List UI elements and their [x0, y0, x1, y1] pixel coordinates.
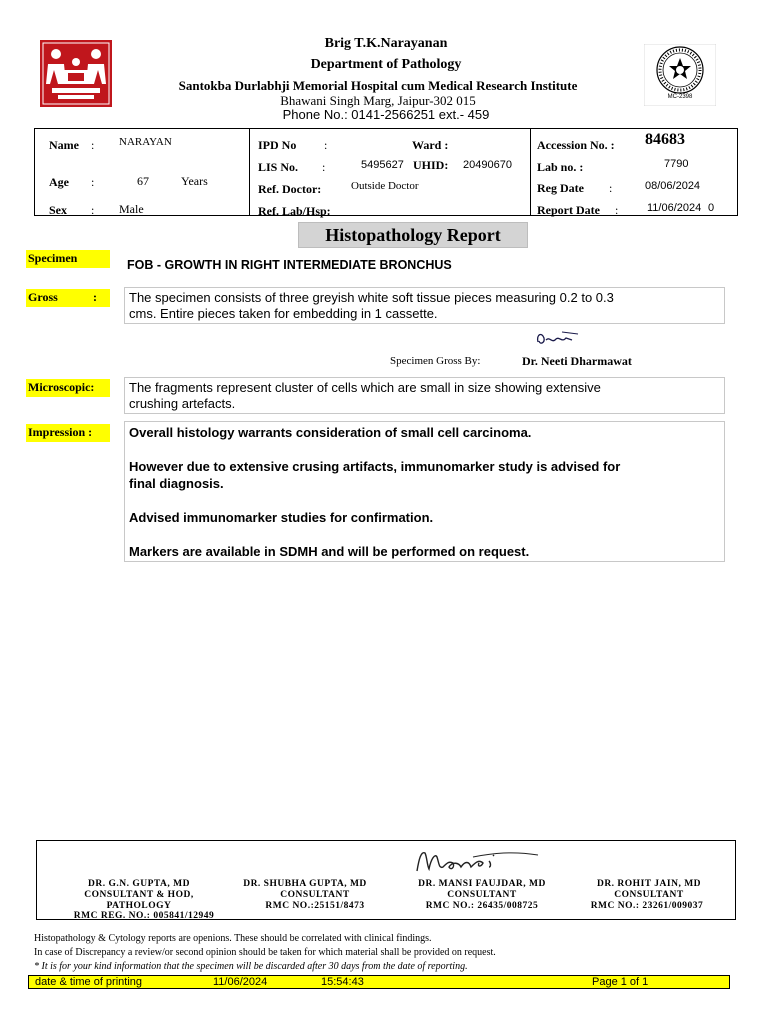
age-colon: : [91, 175, 95, 189]
ref-doctor-value: Outside Doctor [351, 180, 419, 192]
ipd-colon: : [324, 138, 328, 152]
lis-label: LIS No. [258, 160, 299, 174]
ref-doctor-label: Ref. Doctor: [258, 182, 322, 196]
gross-text-line-1: The specimen consists of three greyish white soft tissue pieces measuring 0.2 to 0.3 [129, 290, 614, 305]
gross-by-name: Dr. Neeti Dharmawat [522, 354, 632, 368]
impression-line-2b: final diagnosis. [129, 476, 224, 491]
doctor-4-name: DR. ROHIT JAIN, MD [596, 879, 702, 889]
uhid-label: UHID: [413, 158, 449, 172]
lab-no-label: Lab no. : [537, 160, 584, 174]
report-date-trail: 0 [708, 202, 715, 214]
specimen-label: Specimen [26, 250, 110, 268]
disclaimer-note-3: * It is for your kind information that the specimen will be discarded after 30 days from the date of reporting. [34, 961, 468, 972]
doctor-1-role: CONSULTANT & HOD, [84, 890, 194, 900]
microscopic-text-line-2: crushing artefacts. [129, 396, 236, 411]
microscopic-description-box [124, 377, 725, 414]
patient-info-table [34, 128, 738, 216]
reg-date: 08/06/2024 [645, 180, 701, 192]
accession-label: Accession No. : [537, 138, 615, 152]
accession-number: 84683 [645, 131, 685, 148]
impression-line-3: Advised immunomarker studies for confirmation. [129, 510, 434, 525]
report-date-label: Report Date [537, 203, 600, 217]
ref-lab-label: Ref. Lab/Hsp: [258, 204, 331, 218]
impression-line-4: Markers are available in SDMH and will be performed on request. [129, 544, 530, 559]
ward-label: Ward : [412, 138, 449, 152]
name-colon: : [91, 138, 95, 152]
print-label: date & time of printing [35, 976, 143, 988]
specimen-value: FOB - GROWTH IN RIGHT INTERMEDIATE BRONCHUS [127, 258, 452, 272]
name-label: Name [49, 138, 79, 152]
patient-age: 67 [137, 174, 149, 188]
header-line-1: Brig T.K.Narayanan [324, 36, 448, 51]
hospital-phone: Phone No.: 0141-2566251 ext.- 459 [282, 107, 490, 122]
age-unit: Years [181, 174, 208, 188]
gross-label-text: Gross [28, 290, 58, 304]
signatories-box [36, 840, 736, 920]
doctor-4-role: CONSULTANT [614, 890, 684, 900]
gross-label [26, 289, 110, 307]
page-number: Page 1 of 1 [592, 976, 649, 988]
doctor-3-name: DR. MANSI FAUJDAR, MD [418, 879, 546, 889]
doctor-2-role: CONSULTANT [280, 890, 350, 900]
reg-date-label: Reg Date [537, 181, 584, 195]
doctor-2-name: DR. SHUBHA GUPTA, MD [243, 879, 367, 889]
patient-sex: Male [119, 202, 144, 216]
gross-description-box [124, 287, 725, 324]
lab-number: 7790 [664, 158, 689, 170]
doctor-3-role: CONSULTANT [447, 890, 517, 900]
gross-by-label: Specimen Gross By: [390, 355, 481, 367]
doctor-1-name: DR. G.N. GUPTA, MD [88, 879, 190, 889]
doctor-1-reg: RMC REG. NO.: 005841/12949 [73, 911, 215, 921]
consultant-signature [413, 845, 543, 877]
hospital-address: Bhawani Singh Marg, Jaipur-302 015 [280, 93, 476, 108]
doctor-2-reg: RMC NO.:25151/8473 [265, 901, 365, 911]
lis-number: 5495627 [361, 159, 404, 171]
print-info-bar [28, 975, 730, 989]
uhid-number: 20490670 [463, 159, 512, 171]
lis-colon: : [322, 160, 326, 174]
disclaimer-note-1: Histopathology & Cytology reports are openions. These should be correlated with clinical findings. [34, 933, 432, 944]
impression-label: Impression : [26, 424, 110, 442]
print-date: 11/06/2024 [213, 976, 268, 988]
seal-code: MC-2398 [667, 94, 693, 100]
report-date: 11/06/2024 [647, 202, 702, 214]
print-time: 15:54:43 [321, 976, 364, 988]
disclaimer-note-2: In case of Discrepancy a review/or second opinion should be taken for which material shall be provided on request. [34, 947, 496, 958]
reg-date-colon: : [609, 181, 613, 195]
ipd-label: IPD No [258, 138, 297, 152]
gross-signature [532, 328, 584, 350]
report-title: Histopathology Report [298, 222, 528, 248]
doctor-4-reg: RMC NO.: 23261/009037 [590, 901, 704, 911]
impression-line-1: Overall histology warrants consideration of small cell carcinoma. [129, 425, 532, 440]
impression-box [124, 421, 725, 562]
microscopic-text-line-1: The fragments represent cluster of cells which are small in size showing extensive [129, 380, 601, 395]
report-date-colon: : [615, 203, 619, 217]
impression-line-2a: However due to extensive crusing artifacts, immunomarker study is advised for [129, 459, 621, 474]
sex-label: Sex [49, 203, 67, 217]
microscopic-label: Microscopic: [26, 379, 110, 397]
age-label: Age [49, 175, 69, 189]
sex-colon: : [91, 203, 95, 217]
doctor-3-reg: RMC NO.: 26435/008725 [425, 901, 539, 911]
gross-label-colon: : [93, 290, 97, 304]
hospital-name: Santokba Durlabhji Memorial Hospital cum Medical Research Institute [178, 78, 578, 93]
doctor-1-dept: PATHOLOGY [106, 901, 172, 911]
patient-name: NARAYAN [119, 136, 172, 148]
department-name: Department of Pathology [310, 57, 462, 72]
gross-text-line-2: cms. Entire pieces taken for embedding in 1 cassette. [129, 306, 438, 321]
